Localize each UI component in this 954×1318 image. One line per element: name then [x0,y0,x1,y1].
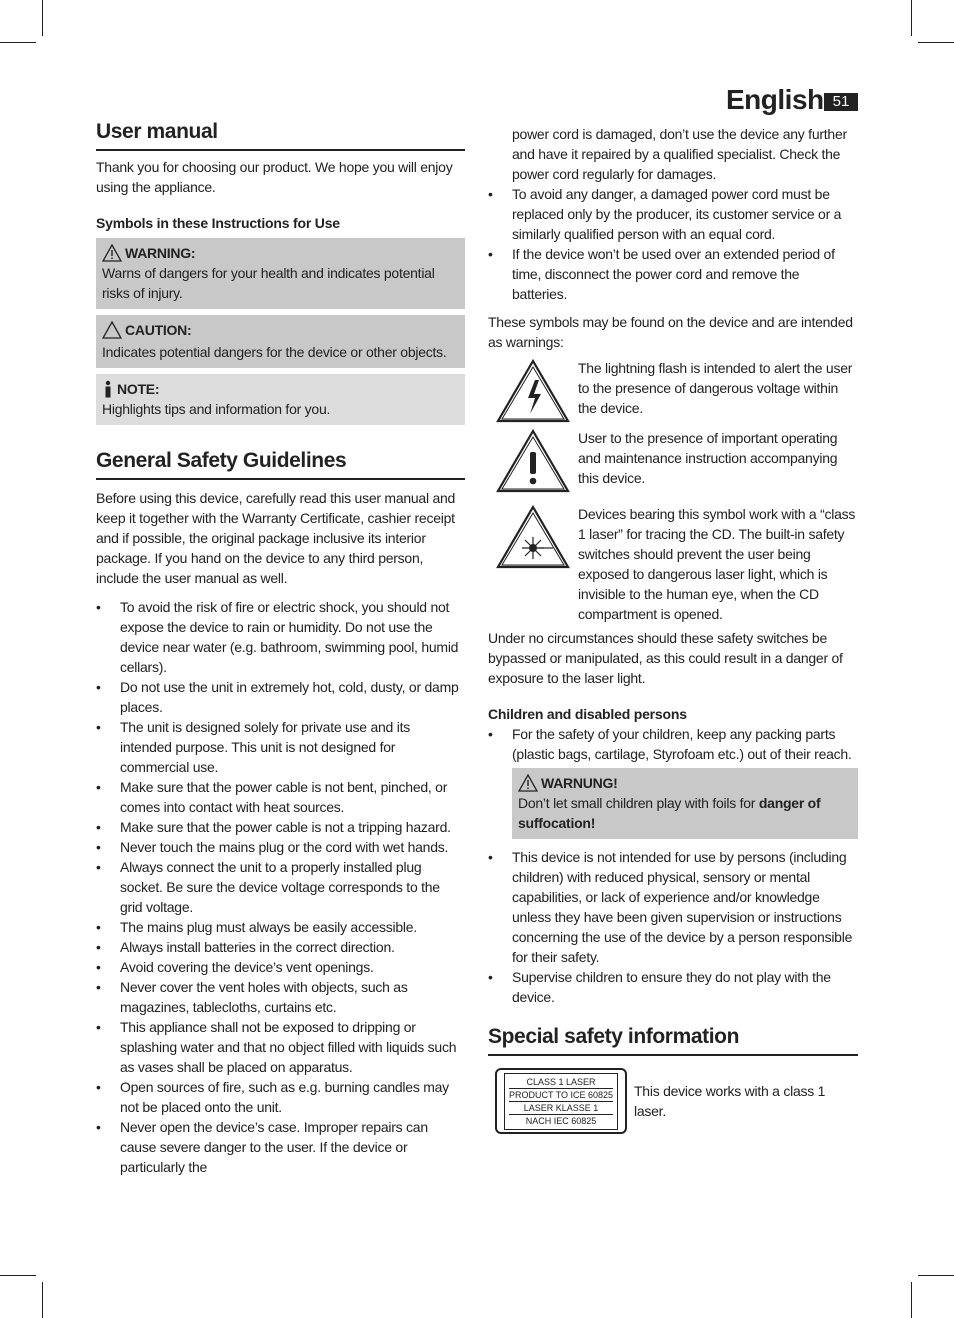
children-list-1 [488,724,858,764]
laser-label-line: NACH IEC 60825 [509,1114,613,1127]
list-item: • To avoid the risk of fire or electric shock, you should not expose the device to rain or humidity. Do not use the device near water (e.g. bathroom, swimming pool, humid cellars). [96,597,465,677]
left-column [96,120,465,1177]
symbols-intro: These symbols may be found on the device and are intended as warnings: [488,314,853,350]
crop-mark [42,1282,43,1318]
exclamation-warning-icon [495,428,571,494]
crop-mark [918,42,954,43]
caution-box [96,315,465,368]
warning-title: WARNING: [125,245,196,261]
list-item: • Always install batteries in the correct direction. [96,937,465,957]
caution-triangle-icon [102,321,122,339]
warnung-box [512,768,858,839]
exclamation-text: User to the presence of important operating and maintenance instruction accompanying this device. [578,430,838,486]
laser-safety-text: Under no circumstances should these safety switches be bypassed or manipulated, as this could result in a danger of exposure to the laser light. [488,630,843,686]
crop-mark [911,0,912,36]
caution-title: CAUTION: [125,322,192,338]
symbol-row-laser [488,504,858,624]
crop-mark [0,42,36,43]
note-title: NOTE: [117,381,160,397]
children-list-2 [488,847,858,1007]
symbol-row-lightning [488,358,858,424]
laser-text: Devices bearing this symbol work with a “class 1 laser” for tracing the CD. The built-in safety switches should prevent the user being exposed to dangerous laser light, which is invisible to the human eye, when the CD compartment is opened. [578,506,856,622]
language-heading: English [726,84,824,115]
list-item: • Supervise children to ensure they do not play with the device. [488,967,858,1007]
laser-warning-icon [495,504,571,570]
list-item: • This appliance shall not be exposed to dripping or splashing water and that no object filled with liquids such as vases shall be placed on apparatus. [96,1017,465,1077]
continuation-text: power cord is damaged, don’t use the device any further and have it repaired by a qualified specialist. Check the power cord regularly for damages. [512,126,847,182]
crop-mark [911,1282,912,1318]
right-column [488,124,858,1134]
warnung-bold-text: danger of suffocation! [518,795,821,831]
user-manual-title: User manual [96,120,465,151]
laser-class-label [495,1068,627,1134]
crop-mark [0,1275,36,1276]
lightning-warning-icon [495,358,571,424]
laser-label-line: CLASS 1 LASER [526,1076,596,1087]
warnung-title: WARNUNG! [541,775,618,791]
page-number: 51 [824,93,858,111]
list-item: • If the device won’t be used over an extended period of time, disconnect the power cord and remove the batteries. [488,244,858,304]
crop-mark [42,0,43,36]
warnung-text-block [518,793,852,833]
list-item: • Never touch the mains plug or the cord with wet hands. [96,837,465,857]
warning-box [96,238,465,309]
warning-triangle-icon [102,244,122,262]
crop-mark [918,1275,954,1276]
note-text: Highlights tips and information for you. [102,401,331,417]
warning-text: Warns of dangers for your health and indicates potential risks of injury. [102,265,435,301]
intro-text: Thank you for choosing our product. We hope you will enjoy using the appliance. [96,159,453,195]
list-item: • For the safety of your children, keep any packing parts (plastic bags, cartilage, Styrofoam etc.) out of their reach. [488,724,858,764]
list-item: • Open sources of fire, such as e.g. burning candles may not be placed onto the unit. [96,1077,465,1117]
power-cord-list [488,184,858,304]
laser-label-caption: This device works with a class 1 laser. [634,1083,826,1119]
list-item: • To avoid any danger, a damaged power cord must be replaced only by the producer, its customer service or a similarly qualified person with an equal cord. [488,184,858,244]
list-item: • Do not use the unit in extremely hot, cold, dusty, or damp places. [96,677,465,717]
special-safety-title: Special safety information [488,1025,858,1056]
laser-label-row [488,1068,858,1134]
list-item: • This device is not intended for use by persons (including children) with reduced physical, sensory or mental capabilities, or lack of experience and/or knowledge unless they have been given supervision or instructions concerning the use of the device by a person responsible for their safety. [488,847,858,967]
warnung-text: Don’t let small children play with foils for [518,795,759,811]
list-item: • Make sure that the power cable is not bent, pinched, or comes into contact with heat sources. [96,777,465,817]
list-item: • Never open the device’s case. Improper repairs can cause severe danger to the user. If the device or particularly the [96,1117,465,1177]
lightning-text: The lightning flash is intended to alert the user to the presence of dangerous voltage within the device. [578,360,853,416]
laser-label-line: PRODUCT TO ICE 60825 [508,1089,614,1100]
caution-text: Indicates potential dangers for the device or other objects. [102,344,447,360]
symbol-row-exclamation [488,428,858,494]
warning-triangle-icon [518,774,538,792]
laser-label-line: LASER KLASSE 1 [523,1102,599,1113]
list-item: • The unit is designed solely for private use and its intended purpose. This unit is not designed for commercial use. [96,717,465,777]
children-heading: Children and disabled persons [488,706,687,722]
info-icon [102,380,114,398]
list-item: • Avoid covering the device’s vent openings. [96,957,465,977]
note-box [96,374,465,425]
general-safety-list [96,597,465,1177]
general-safety-title: General Safety Guidelines [96,449,465,480]
symbols-heading: Symbols in these Instructions for Use [96,215,340,231]
list-item: • The mains plug must always be easily accessible. [96,917,465,937]
list-item: • Make sure that the power cable is not a tripping hazard. [96,817,465,837]
list-item: • Never cover the vent holes with objects, such as magazines, tablecloths, curtains etc. [96,977,465,1017]
list-item: • Always connect the unit to a properly installed plug socket. Be sure the device voltage corresponds to the grid voltage. [96,857,465,917]
general-safety-intro: Before using this device, carefully read this user manual and keep it together with the Warranty Certificate, cashier receipt and if possible, the original package inclusive its interior package. If you hand on the device to any third person, include the user manual as well. [96,490,456,586]
